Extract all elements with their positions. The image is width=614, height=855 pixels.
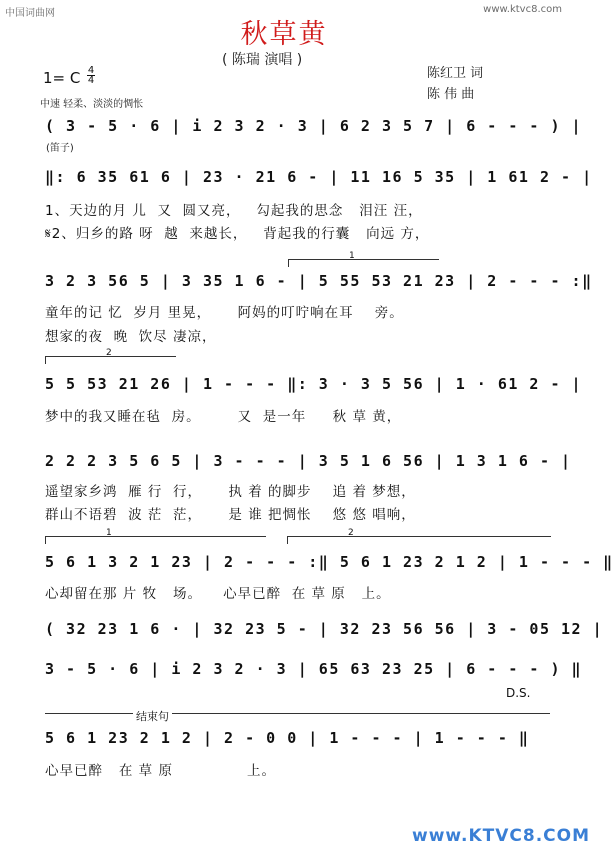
lyrics-line-9: 心早已醉 在 草 原 上。 bbox=[45, 763, 277, 779]
tempo-marking: 中速 轻柔、淡淡的惆怅 bbox=[40, 99, 144, 110]
lyrics-line-2-verse-1: 1、天边的月 儿 又 圆又亮， 勾起我的思念 泪汪 汪， bbox=[45, 203, 423, 219]
time-sig-bottom: 4 bbox=[87, 75, 95, 86]
score-line-7: ( 32 23 1 6 · | 32 23 5 - | 32 23 56 56 | 3 - 05 12 | bbox=[45, 620, 604, 638]
song-title: 秋草黄 bbox=[240, 19, 328, 50]
score-line-2: ‖: 6 35 61 6 | 23 · 21 6 - | 11 16 5 35 | 1 61 2 - | bbox=[45, 168, 593, 186]
score-line-5: 2 2 2 3 5 6 5 | 3 - - - | 3 5 1 6 56 | 1 3 1 6 - | bbox=[45, 452, 572, 470]
volta-number: 2 bbox=[348, 528, 354, 538]
lyrics-line-5-verse-1: 遥望家乡鸿 雁 行 行， 执 着 的脚步 追 着 梦想， bbox=[45, 484, 416, 500]
footer-watermark-url[interactable]: www.KTVC8.COM bbox=[412, 826, 591, 846]
dal-segno-marking: D.S. bbox=[506, 686, 531, 700]
lyricist-credit: 陈红卫 词 bbox=[427, 66, 484, 81]
ending-label: 结束句 bbox=[133, 708, 172, 724]
time-signature bbox=[87, 66, 95, 85]
score-line-6: 5 6 1 3 2 1 23 | 2 - - - :‖ 5 6 1 23 2 1 2 | 1 - - - ‖ bbox=[45, 553, 614, 571]
volta-bracket-1 bbox=[288, 251, 439, 267]
score-line-1: ( 3 - 5 · 6 | i 2 3 2 · 3 | 6 2 3 5 7 | 6 - - - ) | bbox=[45, 117, 583, 135]
key-signature: 1= C bbox=[43, 69, 81, 87]
volta-number: 1 bbox=[106, 528, 112, 538]
lyrics-line-5-verse-2: 群山不语碧 波 茫 茫， 是 谁 把惆怅 悠 悠 唱响， bbox=[45, 507, 416, 523]
score-line-4: 5 5 53 21 26 | 1 - - - ‖: 3 · 3 5 56 | 1 · 61 2 - | bbox=[45, 375, 583, 393]
lyrics-line-6: 心却留在那 片 牧 场。 心早已醉 在 草 原 上。 bbox=[45, 586, 391, 602]
score-line-3: 3 2 3 56 5 | 3 35 1 6 - | 5 55 53 21 23 | 2 - - - :‖ bbox=[45, 272, 593, 290]
lyrics-line-3-verse-1: 童年的记 忆 岁月 里晃， 阿妈的叮咛响在耳 旁。 bbox=[45, 305, 404, 321]
lyrics-line-3-verse-2: 想家的夜 晚 饮尽 凄凉， bbox=[45, 329, 217, 345]
singer-credit: ( 陈瑞 演唱 ) bbox=[222, 52, 303, 68]
ending-divider bbox=[45, 713, 550, 714]
volta-bracket-1b bbox=[45, 528, 266, 544]
volta-bracket-2b bbox=[287, 528, 551, 544]
time-sig-top: 4 bbox=[87, 65, 95, 76]
site-url-right[interactable]: www.ktvc8.com bbox=[483, 4, 562, 15]
flute-label: (笛子) bbox=[46, 143, 74, 154]
score-line-8: 3 - 5 · 6 | i 2 3 2 · 3 | 65 63 23 25 | 6 - - - ) ‖ bbox=[45, 660, 583, 678]
score-line-9: 5 6 1 23 2 1 2 | 2 - 0 0 | 1 - - - | 1 - - - ‖ bbox=[45, 729, 530, 747]
volta-bracket-2 bbox=[45, 348, 176, 364]
volta-number: 1 bbox=[349, 251, 355, 261]
lyrics-line-2-verse-2: 𝄋2、归乡的路 呀 越 来越长， 背起我的行囊 向远 方， bbox=[45, 226, 430, 242]
site-name-left[interactable]: 中国词曲网 bbox=[5, 8, 55, 19]
lyrics-line-4: 梦中的我又睡在毡 房。 又 是一年 秋 草 黄， bbox=[45, 409, 402, 425]
composer-credit: 陈 伟 曲 bbox=[427, 87, 475, 102]
volta-number: 2 bbox=[106, 348, 112, 358]
